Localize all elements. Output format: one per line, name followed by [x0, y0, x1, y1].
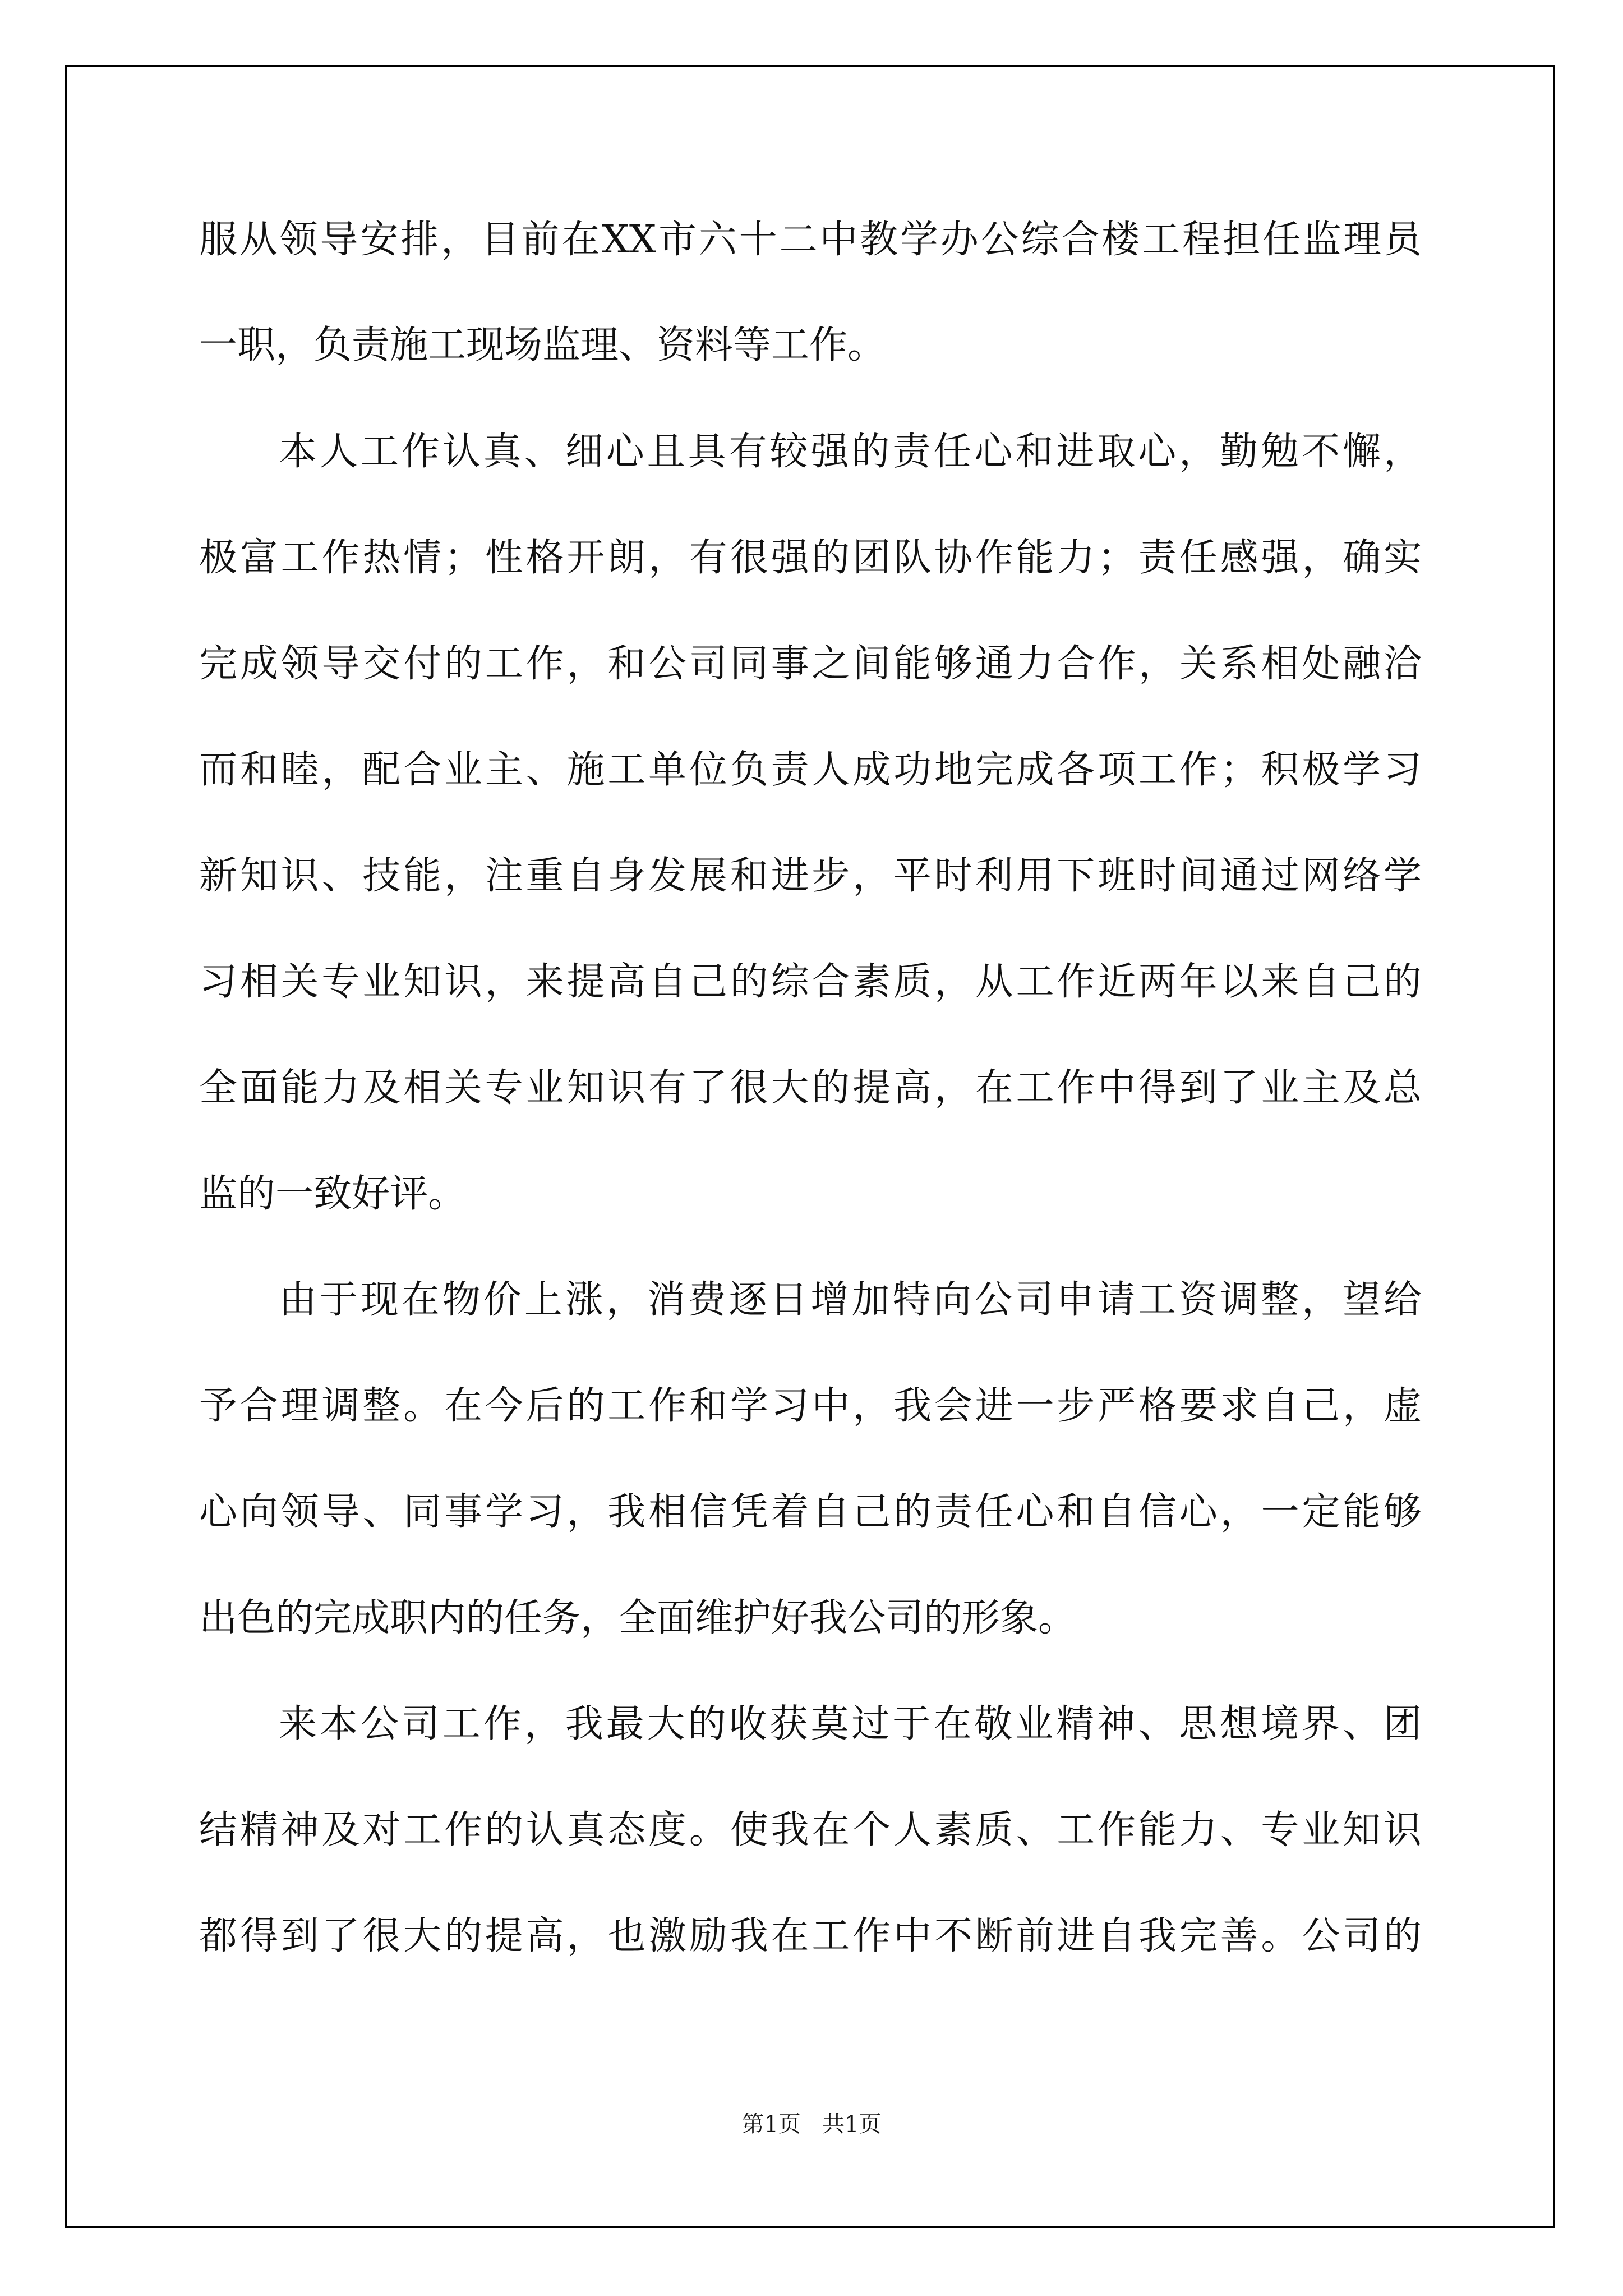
text-line: 极富工作热情；性格开朗，有很强的团队协作能力；责任感强，确实 [199, 536, 1422, 580]
text-line: 习相关专业知识，来提高自己的综合素质，从工作近两年以来自己的 [199, 960, 1422, 1004]
text-line: 全面能力及相关专业知识有了很大的提高，在工作中得到了业主及总 [199, 1066, 1422, 1110]
text-line: 一职，负责施工现场监理、资料等工作。 [199, 323, 886, 367]
text-line: 而和睦，配合业主、施工单位负责人成功地完成各项工作；积极学习 [199, 748, 1422, 792]
text-line: 结精神及对工作的认真态度。使我在个人素质、工作能力、专业知识 [199, 1808, 1422, 1852]
paragraph-first-line: 来本公司工作，我最大的收获莫过于在敬业精神、思想境界、团 [279, 1702, 1422, 1746]
text-line: 服从领导安排，目前在XX市六十二中教学办公综合楼工程担任监理员 [199, 218, 1422, 262]
page-border [65, 65, 1555, 2228]
text-line: 心向领导、同事学习，我相信凭着自己的责任心和自信心，一定能够 [199, 1490, 1422, 1534]
page-footer: 第1页 共1页 [741, 2111, 882, 2137]
text-line: 完成领导交付的工作，和公司同事之间能够通力合作，关系相处融洽 [199, 642, 1422, 686]
paragraph-first-line: 本人工作认真、细心且具有较强的责任心和进取心，勤勉不懈， [279, 430, 1422, 474]
paragraph-first-line: 由于现在物价上涨，消费逐日增加特向公司申请工资调整，望给 [279, 1278, 1422, 1322]
text-line: 出色的完成职内的任务，全面维护好我公司的形象。 [199, 1596, 1077, 1640]
text-line: 监的一致好评。 [199, 1172, 467, 1216]
text-line: 都得到了很大的提高，也激励我在工作中不断前进自我完善。公司的 [199, 1914, 1422, 1958]
text-line: 予合理调整。在今后的工作和学习中，我会进一步严格要求自己，虚 [199, 1384, 1422, 1428]
text-line: 新知识、技能，注重自身发展和进步，平时利用下班时间通过网络学 [199, 854, 1422, 898]
